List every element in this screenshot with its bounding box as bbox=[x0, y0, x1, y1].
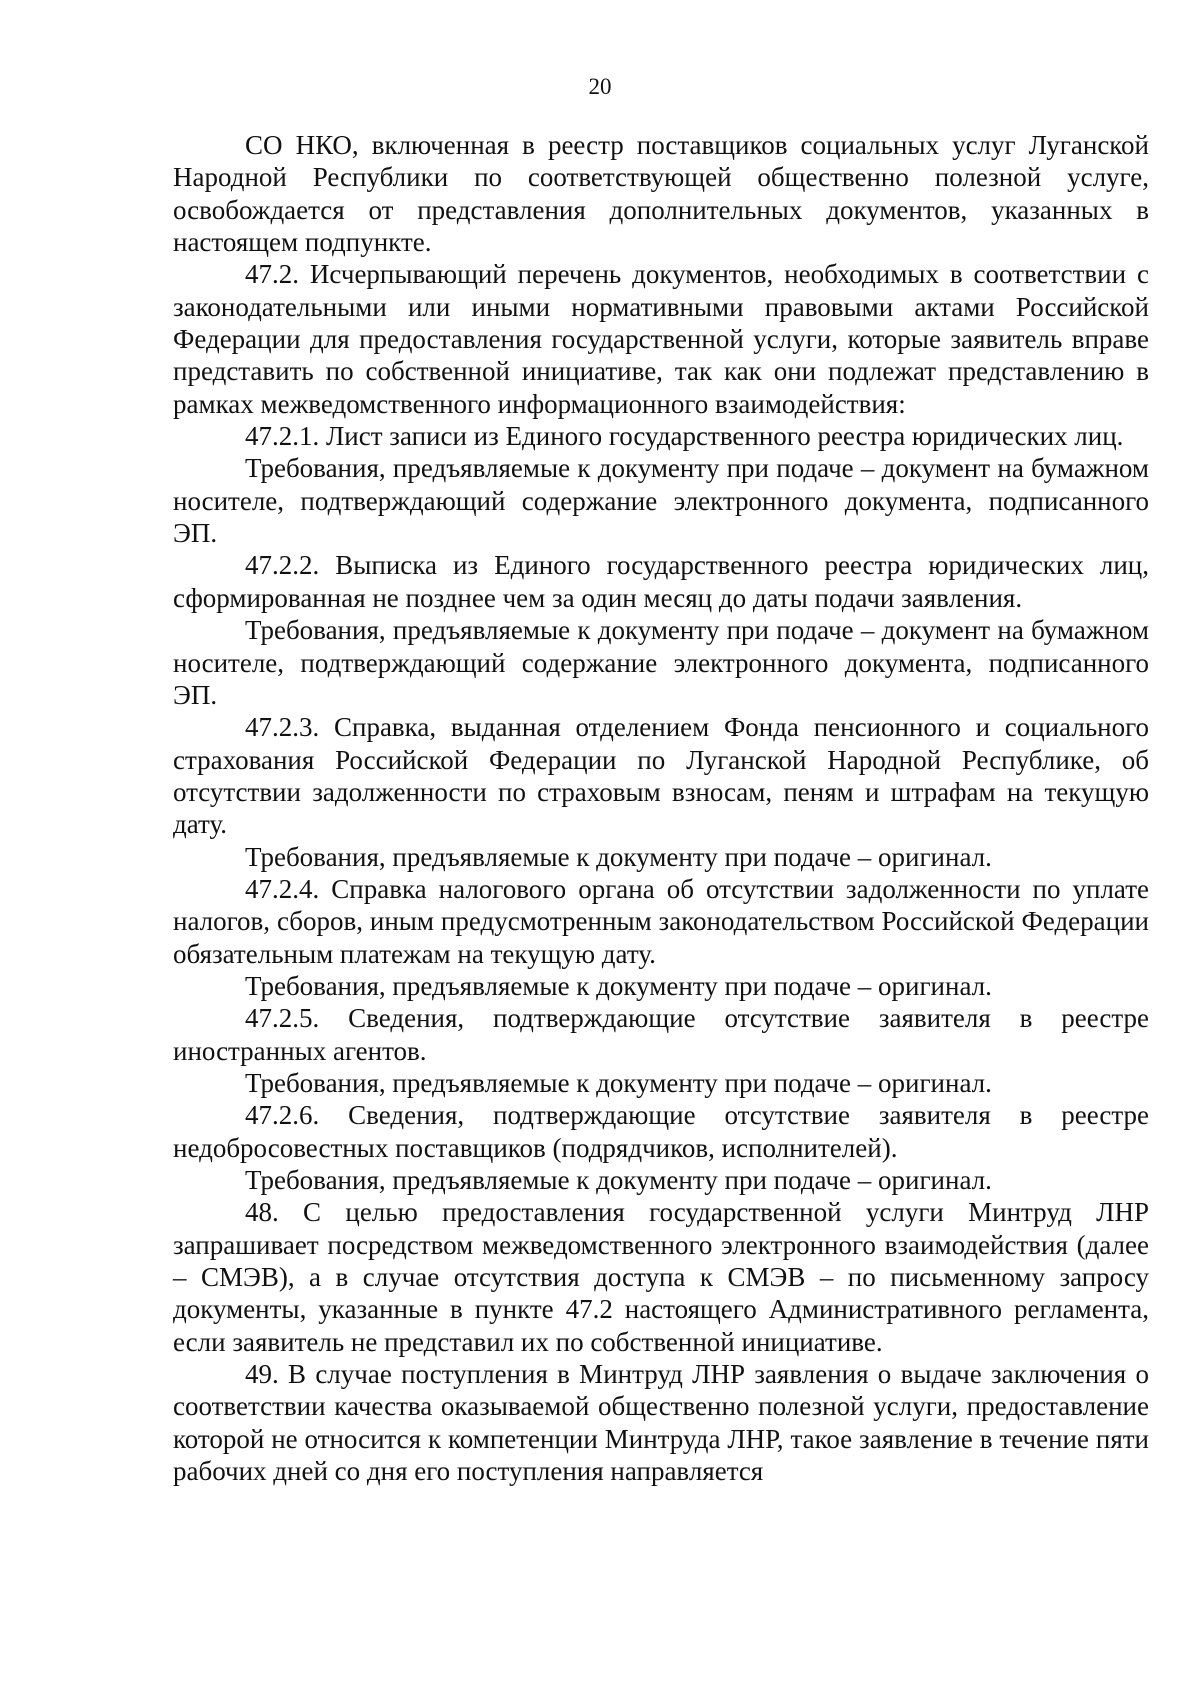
paragraph-47-2-2: 47.2.2. Выписка из Единого государственного реестра юридических лиц, сформированная не позднее чем за один месяц до даты подачи заявления. bbox=[173, 550, 1149, 613]
paragraph-47-2-1: 47.2.1. Лист записи из Единого государственного реестра юридических лиц. bbox=[245, 421, 1124, 452]
paragraph-48: 48. С целью предоставления государственной услуги Минтруд ЛНР запрашивает посредством межведомственного электронного взаимодействия (далее – СМЭВ), а в случае отсутствия доступа к СМЭВ – по письменному запросу документы, указанные в пункте 47.2 настоящего Административного регламента, если заявитель не представил их по собственной инициативе. bbox=[173, 1197, 1149, 1357]
document-body bbox=[173, 129, 1149, 1487]
paragraph-sro-nko-exemption: СО НКО, включенная в реестр поставщиков социальных услуг Луганской Народной Республики по соответствующей общественно полезной услуге, освобождается от представления дополнительных документов, указанных в настоящем подпункте. bbox=[173, 130, 1149, 258]
paragraph-requirements-47-2-5: Требования, предъявляемые к документу при подаче – оригинал. bbox=[245, 1067, 992, 1098]
paragraph-47-2: 47.2. Исчерпывающий перечень документов, необходимых в соответствии с законодательными или иными нормативными правовыми актами Российской Федерации для предоставления государственной услуги, которые заявитель вправе представить по собственной инициативе, так как они подлежат представлению в рамках межведомственного информационного взаимодействия: bbox=[173, 259, 1149, 419]
paragraph-47-2-5: 47.2.5. Сведения, подтверждающие отсутствие заявителя в реестре иностранных агентов. bbox=[173, 1003, 1149, 1066]
paragraph-47-2-3: 47.2.3. Справка, выданная отделением Фонда пенсионного и социального страхования Российской Федерации по Луганской Народной Республике, об отсутствии задолженности по страховым взносам, пеням и штрафам на текущую дату. bbox=[173, 712, 1149, 840]
paragraph-47-2-4: 47.2.4. Справка налогового органа об отсутствии задолженности по уплате налогов, сборов, иным предусмотренным законодательством Российской Федерации обязательным платежам на текущую дату. bbox=[173, 873, 1149, 969]
paragraph-requirements-47-2-3: Требования, предъявляемые к документу при подаче – оригинал. bbox=[245, 841, 992, 872]
paragraph-49: 49. В случае поступления в Минтруд ЛНР заявления о выдаче заключения о соответствии качества оказываемой общественно полезной услуги, предоставление которой не относится к компетенции Минтруда ЛНР, такое заявление в течение пяти рабочих дней со дня его поступления направляется bbox=[173, 1359, 1149, 1487]
paragraph-47-2-6: 47.2.6. Сведения, подтверждающие отсутствие заявителя в реестре недобросовестных поставщиков (подрядчиков, исполнителей). bbox=[173, 1100, 1149, 1163]
paragraph-requirements-47-2-2: Требования, предъявляемые к документу при подаче – документ на бумажном носителе, подтверждающий содержание электронного документа, подписанного ЭП. bbox=[173, 615, 1149, 710]
paragraph-requirements-47-2-4: Требования, предъявляемые к документу при подаче – оригинал. bbox=[245, 970, 992, 1001]
page-number: 20 bbox=[588, 74, 612, 99]
paragraph-requirements-47-2-6: Требования, предъявляемые к документу при подаче – оригинал. bbox=[245, 1165, 992, 1195]
paragraph-requirements-47-2-1: Требования, предъявляемые к документу при подаче – документ на бумажном носителе, подтверждающий содержание электронного документа, подписанного ЭП. bbox=[173, 453, 1149, 549]
